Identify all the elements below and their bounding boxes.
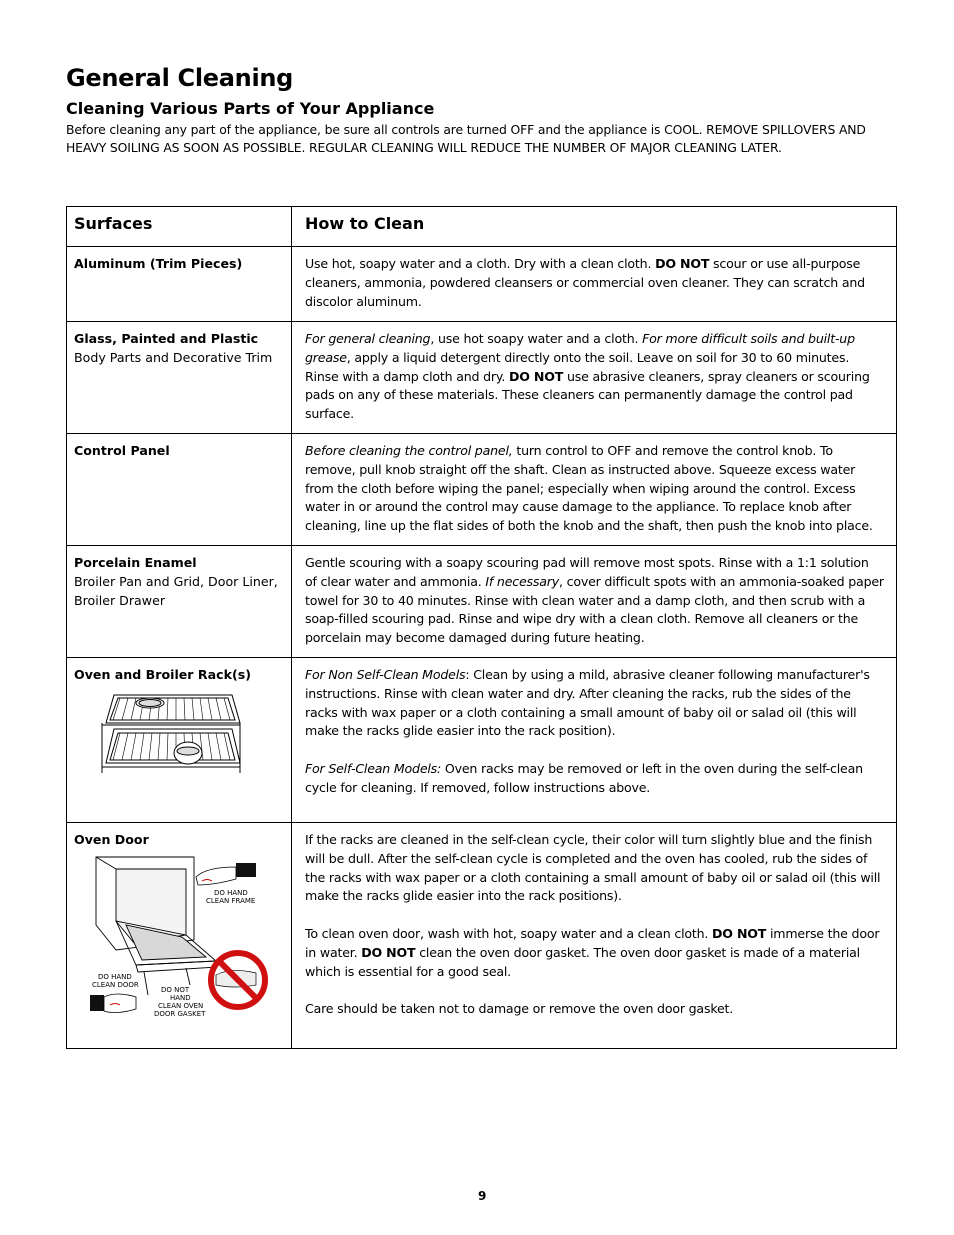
oven-racks-illustration xyxy=(100,693,284,781)
table-row xyxy=(67,658,897,823)
label-gasket-2: HAND xyxy=(170,993,191,1002)
intro-paragraph: Before cleaning any part of the appliance, be sure all controls are turned OFF and the appliance is COOL. REMOVE SPILLOVERS AND HEAVY SOILING AS SOON AS POSSIBLE. REGULAR CLEANING WILL REDUCE THE NUMBER OF MAJOR CLEANING LATER. xyxy=(66,122,866,155)
section-title: Cleaning Various Parts of Your Appliance xyxy=(66,99,435,118)
how-to-clean-cell xyxy=(292,434,897,546)
instruction-text: Use hot, soapy water and a cloth. Dry with a clean cloth. DO NOT scour or use all-purpose cleaners, ammonia, powdered cleansers or commercial oven cleaner. They can scratch and discolor aluminum. xyxy=(305,256,865,309)
how-to-clean-cell xyxy=(292,247,897,322)
label-gasket-3: CLEAN OVEN xyxy=(158,1001,204,1010)
hand-clean-frame-graphic xyxy=(196,863,256,885)
table-row xyxy=(67,247,897,322)
hand-clean-door-graphic xyxy=(90,994,136,1013)
how-to-clean-cell xyxy=(292,322,897,434)
label-hand-frame-2: CLEAN FRAME xyxy=(206,896,256,905)
surface-cell xyxy=(67,658,292,823)
instruction-text: Before cleaning the control panel, turn control to OFF and remove the control knob. To remove, pull knob straight off the shaft. Clean as instructed above. Squeeze excess water from the cloth before wiping the panel; especially when wiping around the control. Excess water in or around the control may cause damage to the appliance. To replace knob after cleaning, line up the flat sides of both the knob and the shaft, then push the knob into place. xyxy=(305,443,873,534)
table-row xyxy=(67,546,897,658)
instruction-text: For general cleaning, use hot soapy water and a cloth. For more difficult soils and built-up grease, apply a liquid detergent directly onto the soil. Leave on soil for 30 to 60 minutes. Rinse with a damp cloth and dry. DO NOT use abrasive cleaners, spray cleaners or scouring pads on any of these materials. These cleaners can permanently damage the control pad surface. xyxy=(305,331,870,422)
instruction-text: To clean oven door, wash with hot, soapy water and a clean cloth. DO NOT immerse the door in water. DO NOT clean the oven door gasket. The oven door gasket is made of a material which is essential for a good seal. xyxy=(305,925,880,979)
surface-cell xyxy=(67,322,292,434)
page-number: 9 xyxy=(478,1189,487,1203)
label-gasket-4: DOOR GASKET xyxy=(154,1009,206,1018)
surface-name: Porcelain Enamel xyxy=(74,555,197,570)
label-gasket-1: DO NOT xyxy=(161,985,190,994)
surface-cell xyxy=(67,546,292,658)
instruction-text: Gentle scouring with a soapy scouring pad will remove most spots. Rinse with a 1:1 solution of clear water and ammonia. If necessary, cover difficult spots with an ammonia-soaked paper towel for 30 to 40 minutes. Rinse with clean water and a damp cloth, and then scrub with a soap-filled scouring pad. Rinse and wipe dry with a clean cloth. Remove all cleaners or the porcelain may become damaged during future heating. xyxy=(305,555,884,646)
table-row xyxy=(67,322,897,434)
instruction-text: If the racks are cleaned in the self-clean cycle, their color will turn slightly blue and the finish will be dull. After the self-clean cycle is completed and the oven has cooled, rub the sides of the racks with wax paper or a cloth containing a small amount of baby oil or salad oil (this will make the racks glide easier into the rack positions). xyxy=(305,832,881,904)
table-row xyxy=(67,823,897,1049)
table-row xyxy=(67,434,897,546)
label-hand-door-2: CLEAN DOOR xyxy=(92,980,139,989)
surface-cell xyxy=(67,434,292,546)
how-to-clean-cell xyxy=(292,823,897,1049)
surface-cell xyxy=(67,823,292,1049)
instruction-text: Care should be taken not to damage or remove the oven door gasket. xyxy=(305,1001,734,1017)
oven-door-drawing xyxy=(86,855,286,1025)
oven-door-illustration xyxy=(86,855,284,1031)
surface-name: Aluminum (Trim Pieces) xyxy=(74,256,243,271)
label-hand-door-1: DO HAND xyxy=(98,972,132,981)
surface-name: Oven Door xyxy=(74,832,149,847)
header-surfaces: Surfaces xyxy=(67,207,292,247)
oven-racks-drawing xyxy=(100,693,242,775)
label-hand-frame-1: DO HAND xyxy=(214,888,248,897)
table-header-row xyxy=(67,207,897,247)
surface-name: Glass, Painted and Plastic xyxy=(74,331,259,346)
how-to-clean-cell xyxy=(292,546,897,658)
instruction-text: For Non Self-Clean Models: Clean by using a mild, abrasive cleaner following manufacturer's instructions. Rinse with clean water and dry. After cleaning the racks, rub the sides of the racks with wax paper or a cloth containing a small amount of baby oil or salad oil (this will make the racks glide easier into the rack position). xyxy=(305,667,870,739)
prohibited-icon xyxy=(211,953,265,1007)
header-how-to-clean: How to Clean xyxy=(292,207,897,247)
page-title: General Cleaning xyxy=(66,64,294,92)
cleaning-table xyxy=(66,206,897,1049)
surface-name: Oven and Broiler Rack(s) xyxy=(74,667,251,682)
surface-subtext: Body Parts and Decorative Trim xyxy=(74,349,273,365)
surface-name: Control Panel xyxy=(74,443,170,458)
instruction-text: For Self-Clean Models: Oven racks may be removed or left in the oven during the self-clean cycle for cleaning. If removed, follow instructions above. xyxy=(305,760,863,795)
how-to-clean-cell xyxy=(292,658,897,823)
surface-cell xyxy=(67,247,292,322)
surface-subtext: Broiler Pan and Grid, Door Liner, Broiler Drawer xyxy=(74,573,278,608)
